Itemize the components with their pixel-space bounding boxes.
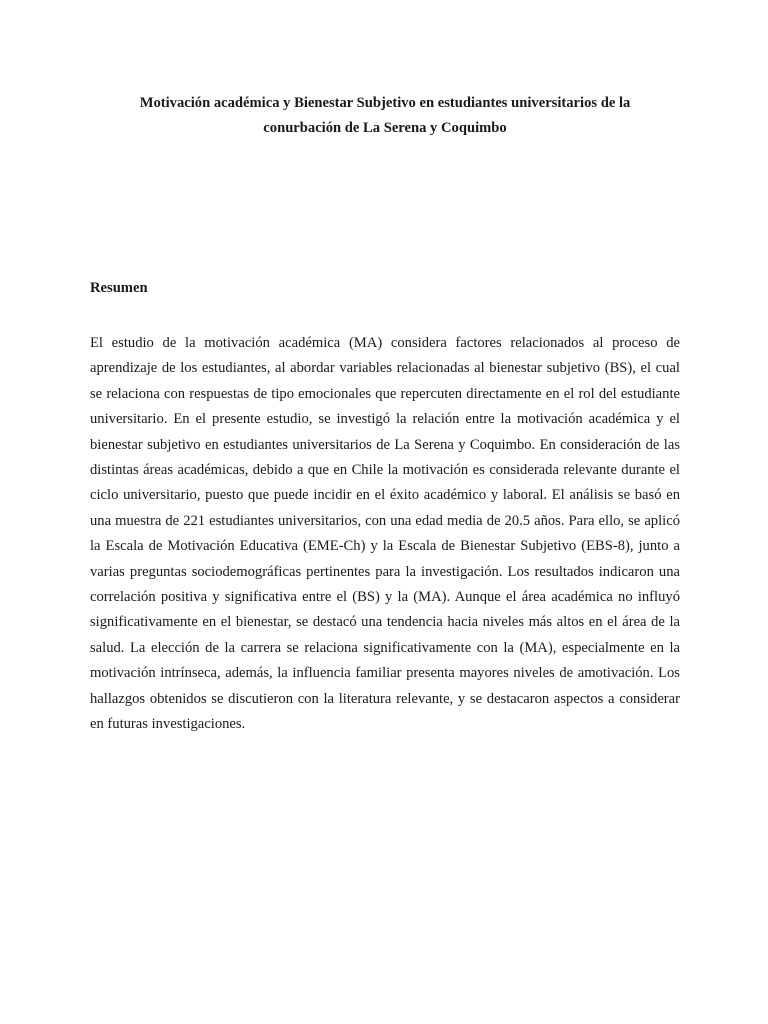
title-line-2: conurbación de La Serena y Coquimbo bbox=[263, 120, 507, 136]
abstract-paragraph: El estudio de la motivación académica (MA) considera factores relacionados al proceso de aprendizaje de los estudiantes, al abordar variables relacionadas al bienestar subjetivo (BS), el cual se relaciona con respuestas de tipo emocionales que repercuten directamente en el rol del estudiante universitario. En el presente estudio, se investigó la relación entre la motivación académica y el bienestar subjetivo en estudiantes universitarios de La Serena y Coquimbo. En consideración de las distintas áreas académicas, debido a que en Chile la motivación es considerada relevante durante el ciclo universitario, puesto que puede incidir en el éxito académico y laboral. El análisis se basó en una muestra de 221 estudiantes universitarios, con una edad media de 20.5 años. Para ello, se aplicó la Escala de Motivación Educativa (EME-Ch) y la Escala de Bienestar Subjetivo (EBS-8), junto a varias preguntas sociodemográficas pertinentes para la investigación. Los resultados indicaron una correlación positiva y significativa entre el (BS) y la (MA). Aunque el área académica no influyó significativamente en el bienestar, se destacó una tendencia hacia niveles más altos en el área de la salud. La elección de la carrera se relaciona significativamente con la (MA), especialmente en la motivación intrínseca, además, la influencia familiar presenta mayores niveles de amotivación. Los hallazgos obtenidos se discutieron con la literatura relevante, y se destacaron aspectos a considerar en futuras investigaciones. bbox=[90, 335, 680, 733]
title-line-1: Motivación académica y Bienestar Subjetivo en estudiantes universitarios de la bbox=[139, 95, 631, 111]
section-heading-resumen: Resumen bbox=[90, 280, 148, 296]
document-title bbox=[90, 91, 680, 141]
